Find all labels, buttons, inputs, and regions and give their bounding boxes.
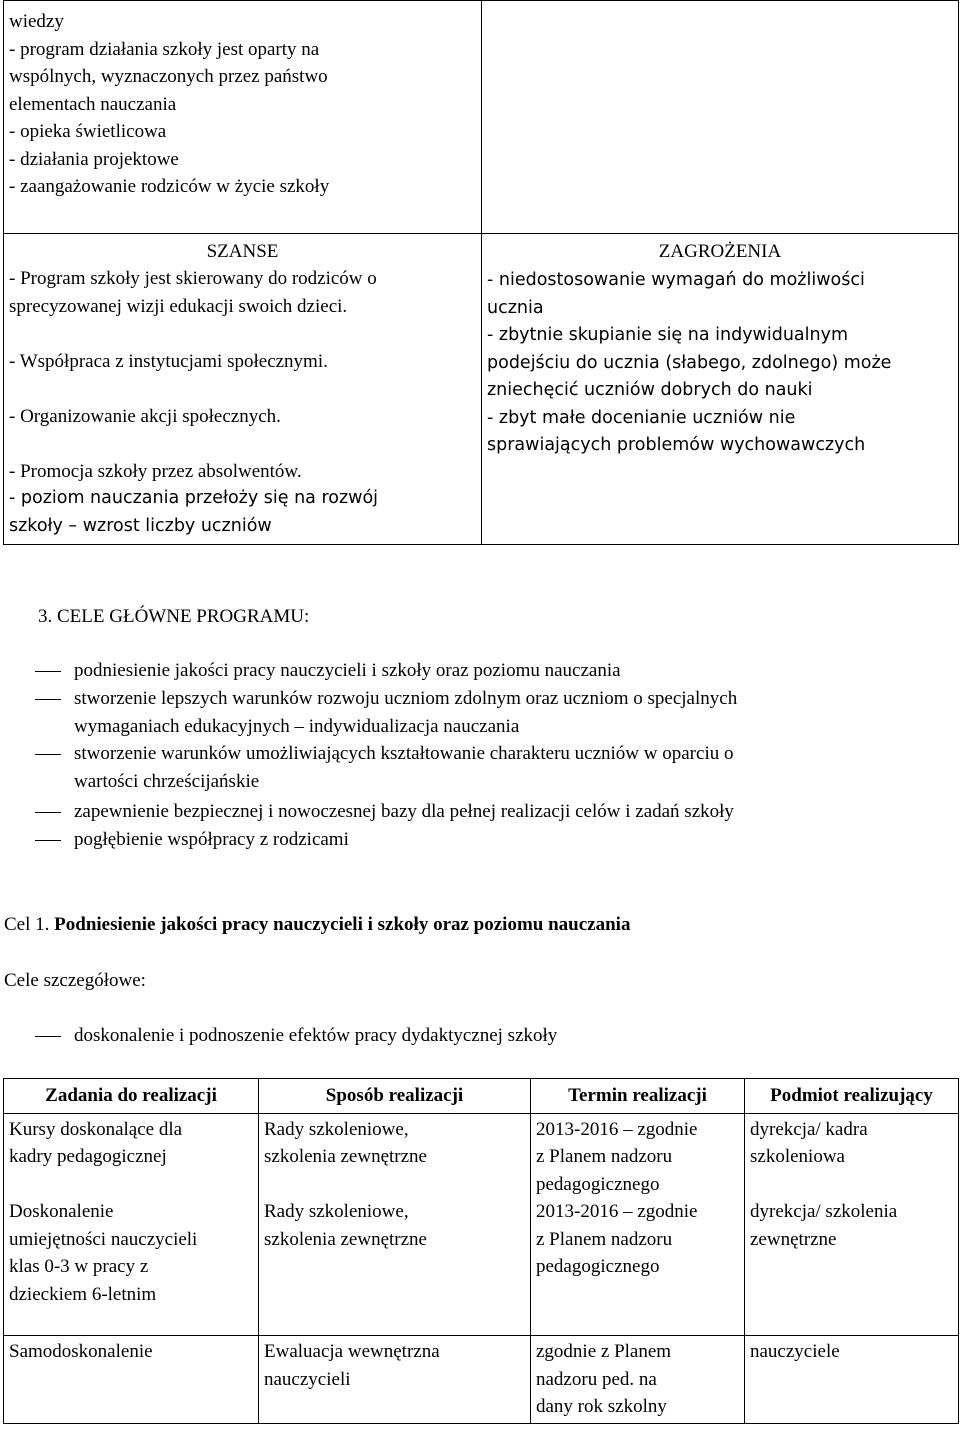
text-line: wartości chrześcijańskie xyxy=(74,770,260,792)
text-line: zgodnie z Planem xyxy=(536,1341,672,1362)
detail-item: doskonalenie i podnoszenie efektów pracy dydaktycznej szkoły xyxy=(74,1025,558,1046)
text-line: z Planem nadzoru xyxy=(536,1228,673,1250)
detail-heading: Cele szczegółowe: xyxy=(4,970,146,991)
goal1-title: Podniesienie jakości pracy nauczycieli i szkoły oraz poziomu nauczania xyxy=(49,914,631,935)
strengths-continuation xyxy=(9,8,329,201)
text-line: elementach nauczania xyxy=(9,93,177,115)
text-line: szkoły – wzrost liczby uczniów xyxy=(9,515,272,536)
text-line: zewnętrzne xyxy=(750,1228,837,1250)
text-line: Doskonalenie xyxy=(9,1201,114,1222)
text-line: - program działania szkoły jest oparty na xyxy=(9,38,320,60)
table-cell xyxy=(745,1113,959,1336)
text-line: kadry pedagogicznej xyxy=(9,1146,167,1167)
dash-bullet xyxy=(35,671,61,672)
text-line: - zbytnie skupianie się na indywidualnym xyxy=(487,325,849,345)
table-cell xyxy=(259,1113,531,1336)
text-line: nadzoru ped. na xyxy=(536,1368,657,1390)
text-line: podniesienie jakości pracy nauczycieli i szkoły oraz poziomu nauczania xyxy=(74,660,621,681)
text-line: ucznia xyxy=(487,297,544,318)
text-line: podejściu do ucznia (słabego, zdolnego) może xyxy=(487,352,892,373)
threats-title: ZAGROŻENIA xyxy=(658,241,782,262)
text-line: szkolenia zewnętrzne xyxy=(264,1146,427,1167)
text-line: 2013-2016 – zgodnie xyxy=(536,1118,698,1140)
text-line: wymaganiach edukacyjnych – indywidualizacja nauczania xyxy=(74,715,520,737)
section-heading: 3. CELE GŁÓWNE PROGRAMU: xyxy=(38,606,310,627)
table-row xyxy=(4,1336,959,1424)
text-line: zniechęcić uczniów dobrych do nauki xyxy=(487,380,813,400)
text-line: - działania projektowe xyxy=(9,148,179,170)
table-cell xyxy=(531,1336,745,1424)
text-line: - opieka świetlicowa xyxy=(9,121,167,142)
goal-item xyxy=(74,740,733,795)
top-left-cell xyxy=(3,0,482,234)
table-cell xyxy=(4,1113,259,1336)
table-cell xyxy=(745,1336,959,1424)
goal1-heading xyxy=(4,911,630,939)
text-line: pedagogicznego xyxy=(536,1173,660,1195)
text-line: umiejętności nauczycieli xyxy=(9,1228,198,1250)
table-cell xyxy=(4,1336,259,1424)
table-cell xyxy=(259,1336,531,1424)
text-line: nauczyciele xyxy=(750,1341,840,1362)
table-header-row xyxy=(4,1079,959,1114)
text-line: Ewaluacja wewnętrzna xyxy=(264,1341,440,1362)
text-line: dzieckiem 6-letnim xyxy=(9,1283,157,1305)
text-line: zapewnienie bezpiecznej i nowoczesnej bazy dla pełnej realizacji celów i zadań szkoły xyxy=(74,801,734,822)
text-line: - Program szkoły jest skierowany do rodziców o xyxy=(9,268,377,289)
text-line: - Promocja szkoły przez absolwentów. xyxy=(9,460,302,482)
goal-item xyxy=(74,657,621,685)
goal-item xyxy=(74,826,349,854)
column-header: Zadania do realizacji xyxy=(4,1079,259,1114)
dash-bullet xyxy=(35,754,61,755)
opportunities-title: SZANSE xyxy=(206,241,279,262)
text-line: nauczycieli xyxy=(264,1368,351,1390)
text-line: sprecyzowanej wizji edukacji swoich dzieci. xyxy=(9,295,348,317)
goal1-prefix: Cel 1. xyxy=(4,914,50,935)
opportunities-cell xyxy=(3,233,482,545)
dash-bullet xyxy=(35,812,61,813)
text-line: pedagogicznego xyxy=(536,1256,660,1277)
column-header: Sposób realizacji xyxy=(259,1079,531,1114)
text-line: wiedzy xyxy=(9,11,64,32)
opportunities-list xyxy=(9,265,378,540)
text-line: Samodoskonalenie xyxy=(9,1341,153,1362)
column-header: Termin realizacji xyxy=(531,1079,745,1114)
text-line: pogłębienie współpracy z rodzicami xyxy=(74,829,349,850)
top-right-cell xyxy=(481,0,959,234)
text-line: - niedostosowanie wymagań do możliwości xyxy=(487,270,865,290)
column-header: Podmiot realizujący xyxy=(745,1079,959,1114)
dash-bullet xyxy=(35,699,61,700)
text-line: dyrekcja/ szkolenia xyxy=(750,1201,898,1222)
table-row xyxy=(4,1113,959,1336)
text-line: - Organizowanie akcji społecznych. xyxy=(9,405,281,427)
threats-cell xyxy=(481,233,959,545)
table-cell xyxy=(531,1113,745,1336)
threats-list xyxy=(487,267,891,460)
text-line: dyrekcja/ kadra xyxy=(750,1118,868,1140)
text-line: sprawiających problemów wychowawczych xyxy=(487,435,866,455)
text-line: Rady szkoleniowe, xyxy=(264,1118,409,1140)
text-line: szkoleniowa xyxy=(750,1146,845,1167)
text-line: - zbyt małe docenianie uczniów nie xyxy=(487,407,796,428)
text-line: - zaangażowanie rodziców w życie szkoły xyxy=(9,176,330,197)
dash-bullet xyxy=(35,840,61,841)
text-line: klas 0-3 w pracy z xyxy=(9,1256,149,1277)
text-line: Rady szkoleniowe, xyxy=(264,1201,409,1222)
dash-bullet xyxy=(35,1036,61,1037)
text-line: stworzenie lepszych warunków rozwoju uczniom zdolnym oraz uczniom o specjalnych xyxy=(74,688,738,709)
text-line: wspólnych, wyznaczonych przez państwo xyxy=(9,66,328,87)
text-line: stworzenie warunków umożliwiających kształtowanie charakteru uczniów w oparciu o xyxy=(74,743,734,764)
text-line: - Współpraca z instytucjami społecznymi. xyxy=(9,350,328,372)
tasks-table xyxy=(3,1078,959,1424)
text-line: - poziom nauczania przełoży się na rozwój xyxy=(9,488,379,508)
goal-item xyxy=(74,798,734,826)
text-line: dany rok szkolny xyxy=(536,1396,667,1417)
text-line: szkolenia zewnętrzne xyxy=(264,1228,427,1250)
text-line: 2013-2016 – zgodnie xyxy=(536,1201,698,1222)
goal-item xyxy=(74,685,737,740)
text-line: Kursy doskonalące dla xyxy=(9,1118,183,1140)
text-line: z Planem nadzoru xyxy=(536,1146,673,1167)
